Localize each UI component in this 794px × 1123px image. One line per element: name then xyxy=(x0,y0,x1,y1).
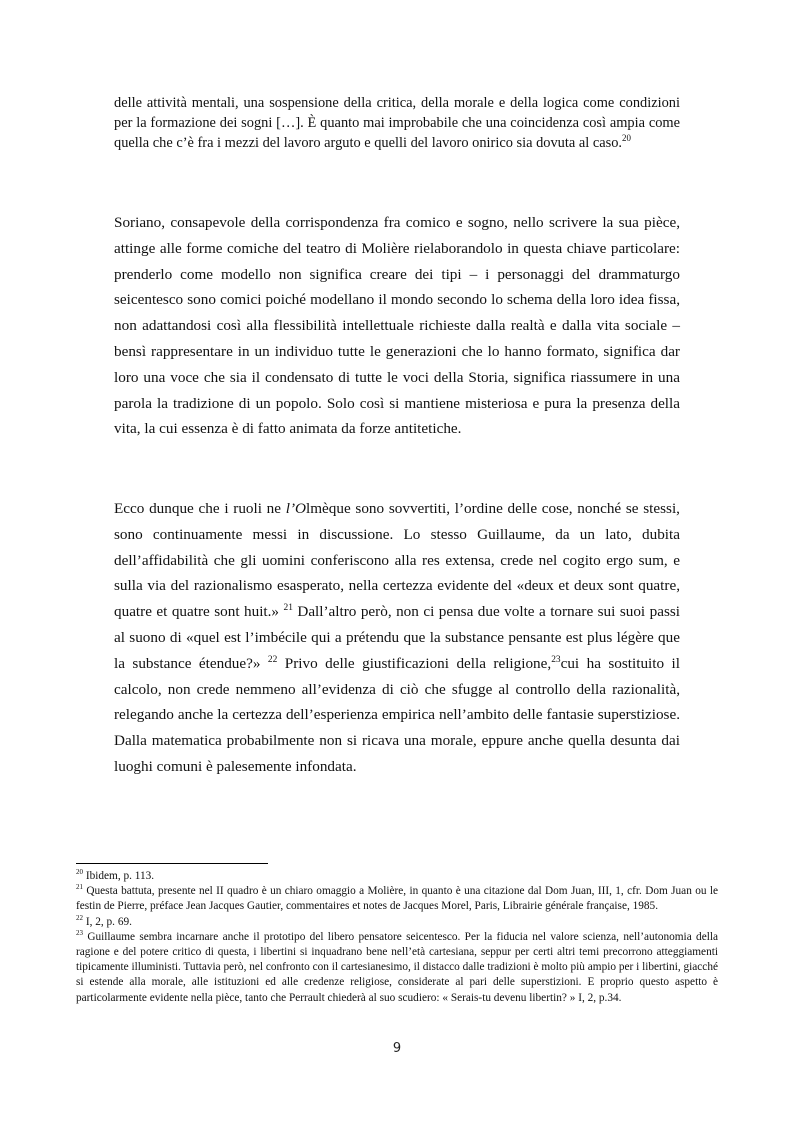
body-paragraph-2 xyxy=(114,496,680,780)
para2-part-c: Dall’altro però, non ci pensa due volte a tornare sui suoi passi al suono di «quel est l’imbécile qui a prétendu que la substance pensante est plus légère que la substance étendue?» xyxy=(114,603,680,672)
footnote-number: 21 xyxy=(76,883,83,892)
footnote-text: Guillaume sembra incarnare anche il prototipo del libero pensatore seicentesco. Per la fiducia nel valore scienza, nell’autonomia della ragione e del potere critico di questa, i libertini si inquadrano bene nell’età cartesiana, seppur per certi altri temi precorrono atteggiamenti tipicamente illuministi. Tuttavia però, nel confronto con il cartesianesimo, il distacco dalle tradizioni è molto più ampio per i libertini, giacché si estende alla morale, alle istituzioni ed alle credenze religiose, considerate al pari delle superstizioni. E proprio questo aspetto è particolarmente evidente nella pièce, tanto che Perrault chiederà al suo scudiero: « Serais-tu devenu libertin? » I, 2, p.34. xyxy=(76,930,718,1004)
footnote-20 xyxy=(76,869,718,884)
block-quote xyxy=(114,93,680,153)
footnote-22 xyxy=(76,915,718,930)
footnote-ref-22[interactable]: 22 xyxy=(267,654,278,665)
footnote-21 xyxy=(76,884,718,914)
footnote-ref-20[interactable]: 20 xyxy=(622,133,631,144)
footnote-text: Ibidem, p. 113. xyxy=(83,870,155,882)
footnote-number: 20 xyxy=(76,868,83,877)
play-title: l’O xyxy=(285,500,306,517)
footnote-number: 23 xyxy=(76,929,83,938)
footnote-text: I, 2, p. 69. xyxy=(83,915,132,928)
body-paragraph-1: Soriano, consapevole della corrispondenza fra comico e sogno, nello scrivere la sua pièce, attinge alle forme comiche del teatro di Molière rielaborandolo in questa chiave particolare: prenderlo come modello non significa creare dei tipi – i personaggi del drammaturgo seicentesco sono comici poiché modellano il mondo secondo lo schema della loro idea fissa, non adattandosi così alla flessibilità intellettuale richieste dalla realtà e dalla vita sociale – bensì rappresentare in un individuo tutte le generazioni che lo hanno formato, significa dar loro una voce che sia il condensato di tutte le voci della Storia, significa riassumere in una parola la tradizione di un popolo. Solo così si mantiene misteriosa e pura la presenza della vita, la cui essenza è di fatto animata da forze antitetiche. xyxy=(114,214,680,438)
para2-part-a: Ecco dunque che i ruoli ne xyxy=(114,500,286,517)
footnote-text: Questa battuta, presente nel II quadro è un chiaro omaggio a Molière, in quanto è una citazione dal Dom Juan, III, 1, cfr. Dom Juan ou le festin de Pierre, préface Jean Jacques Gautier, commentaires et notes de Jacques Morel, Paris, Librairie générale française, 1985. xyxy=(76,885,718,913)
para2-part-e: cui ha sostituito il calcolo, non crede nemmeno all’evidenza di ciò che sfugge al controllo della razionalità, relegando anche la certezza dell’esperienza empirica nell’ambito delle fantasie superstiziose. Dalla matematica probabilmente non si ricava una morale, eppure anche quella desunta dai luoghi comuni è palesemente infondata. xyxy=(114,654,680,775)
quote-text: delle attività mentali, una sospensione della critica, della morale e della logica come condizioni per la formazione dei sogni […]. È quanto mai improbabile che una coincidenza così ampia come quella che c’è fra i mezzi del lavoro arguto e quelli del lavoro onirico sia dovuta al caso. xyxy=(114,95,680,151)
page-number: 9 xyxy=(392,1041,402,1056)
footnote-23 xyxy=(76,930,718,1006)
footnote-separator xyxy=(76,863,268,864)
footnotes xyxy=(76,869,718,1006)
footnote-ref-21[interactable]: 21 xyxy=(283,603,293,614)
para2-part-b: lmèque sono sovvertiti, l’ordine delle cose, nonché se stessi, sono continuamente messi in discussione. Lo stesso Guillaume, da un lato, dubita dell’affidabilità che gli uomini conferiscono alla res extensa, crede nel cogito ergo sum, e sulla via del razionalismo esasperato, nella certezza evidente del «deux et deux sont quatre, quatre et quatre sont huit.» xyxy=(114,500,680,621)
para2-part-d: Privo delle giustificazioni della religione, xyxy=(277,654,552,672)
footnote-number: 22 xyxy=(76,913,83,922)
footnote-ref-23[interactable]: 23 xyxy=(551,654,561,665)
